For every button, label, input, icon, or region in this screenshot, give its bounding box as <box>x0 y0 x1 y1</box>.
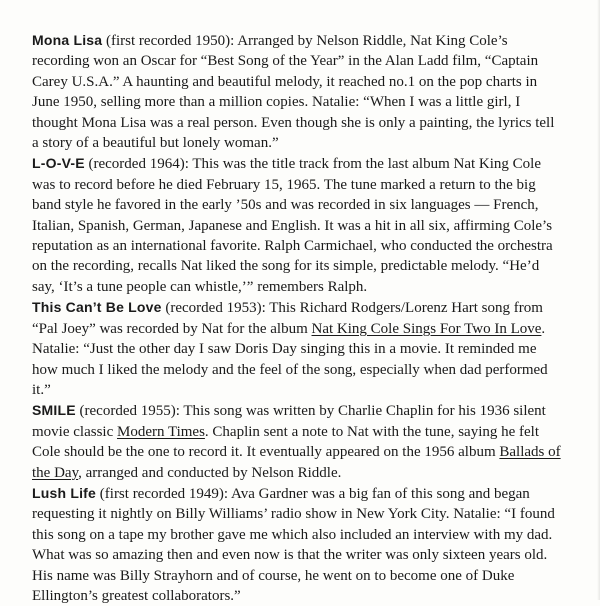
entry-text: (recorded 1953): This Richard Rodgers/Lorenz Hart song from “Pal Joey” was recorded by Nat for the album <box>32 300 543 337</box>
album-title: Ballads of the Day <box>32 444 561 481</box>
entry-text: (recorded 1964): This was the title track from the last album Nat King Cole was to record before he died February 15, 1965. The tune marked a return to the big band style he favored in the early ’50s and was recorded in six languages — French, Italian, Spanish, German, Japanese and English. It was a hit in all six, affirming Cole’s reputation as an international favorite. Ralph Carmichael, who conducted the orchestra on the recording, recalls Nat liked the song for its simple, predictable melody. “He’d say, ‘It’s a tune people can whistle,’” remembers Ralph. <box>32 156 553 295</box>
album-title: Nat King Cole Sings For Two In Love <box>311 320 542 337</box>
entry-lush-life <box>32 483 562 606</box>
entry-smile <box>32 400 562 483</box>
entry-text: , arranged and conducted by Nelson Riddle. <box>78 464 342 481</box>
entry-text: . Natalie: “Just the other day I saw Doris Day singing this in a movie. It reminded me how much I liked the melody and the feel of the song, especially when dad performed it.” <box>32 320 548 398</box>
song-title: Lush Life <box>32 484 97 501</box>
entry-love <box>32 153 562 297</box>
entry-text: (first recorded 1949): Ava Gardner was a big fan of this song and began requesting it nightly on Billy Williams’ radio show in New York City. Natalie: “I found this song on a tape my brother gave me which also included an interview with my dad. What was so amazing then and even now is that the writer was only sixteen years old. His name was Billy Strayhorn and of course, he went on to become one of Duke Ellington’s greatest collaborators.” <box>32 485 555 604</box>
song-title: L-O-V-E <box>32 155 85 172</box>
entry-text: (recorded 1955): This song was written by Charlie Chaplin for his 1936 silent movie classic <box>32 403 546 440</box>
entry-text: . Chaplin sent a note to Nat with the tune, saying he felt Cole should be the one to record it. It eventually appeared on the 1956 album <box>32 423 540 461</box>
film-title: Modern Times <box>116 423 205 440</box>
song-title: SMILE <box>32 402 76 419</box>
entry-this-cant-be-love <box>32 297 562 400</box>
liner-notes-text <box>32 30 562 606</box>
entry-text: (first recorded 1950): Arranged by Nelson Riddle, Nat King Cole’s recording won an Oscar for “Best Song of the Year” in the Alan Ladd film, “Captain Carey U.S.A.” A haunting and beautiful melody, it reached no.1 on the pop charts in June 1950, selling more than a million copies. Natalie: “When I was a little girl, I thought Mona Lisa was a real person. Even though she is only a painting, the lyrics tell a story of a beautiful but lonely woman.” <box>32 33 555 152</box>
song-title: This Can’t Be Love <box>32 299 162 316</box>
entry-mona-lisa <box>32 30 562 153</box>
song-title: Mona Lisa <box>32 32 103 48</box>
